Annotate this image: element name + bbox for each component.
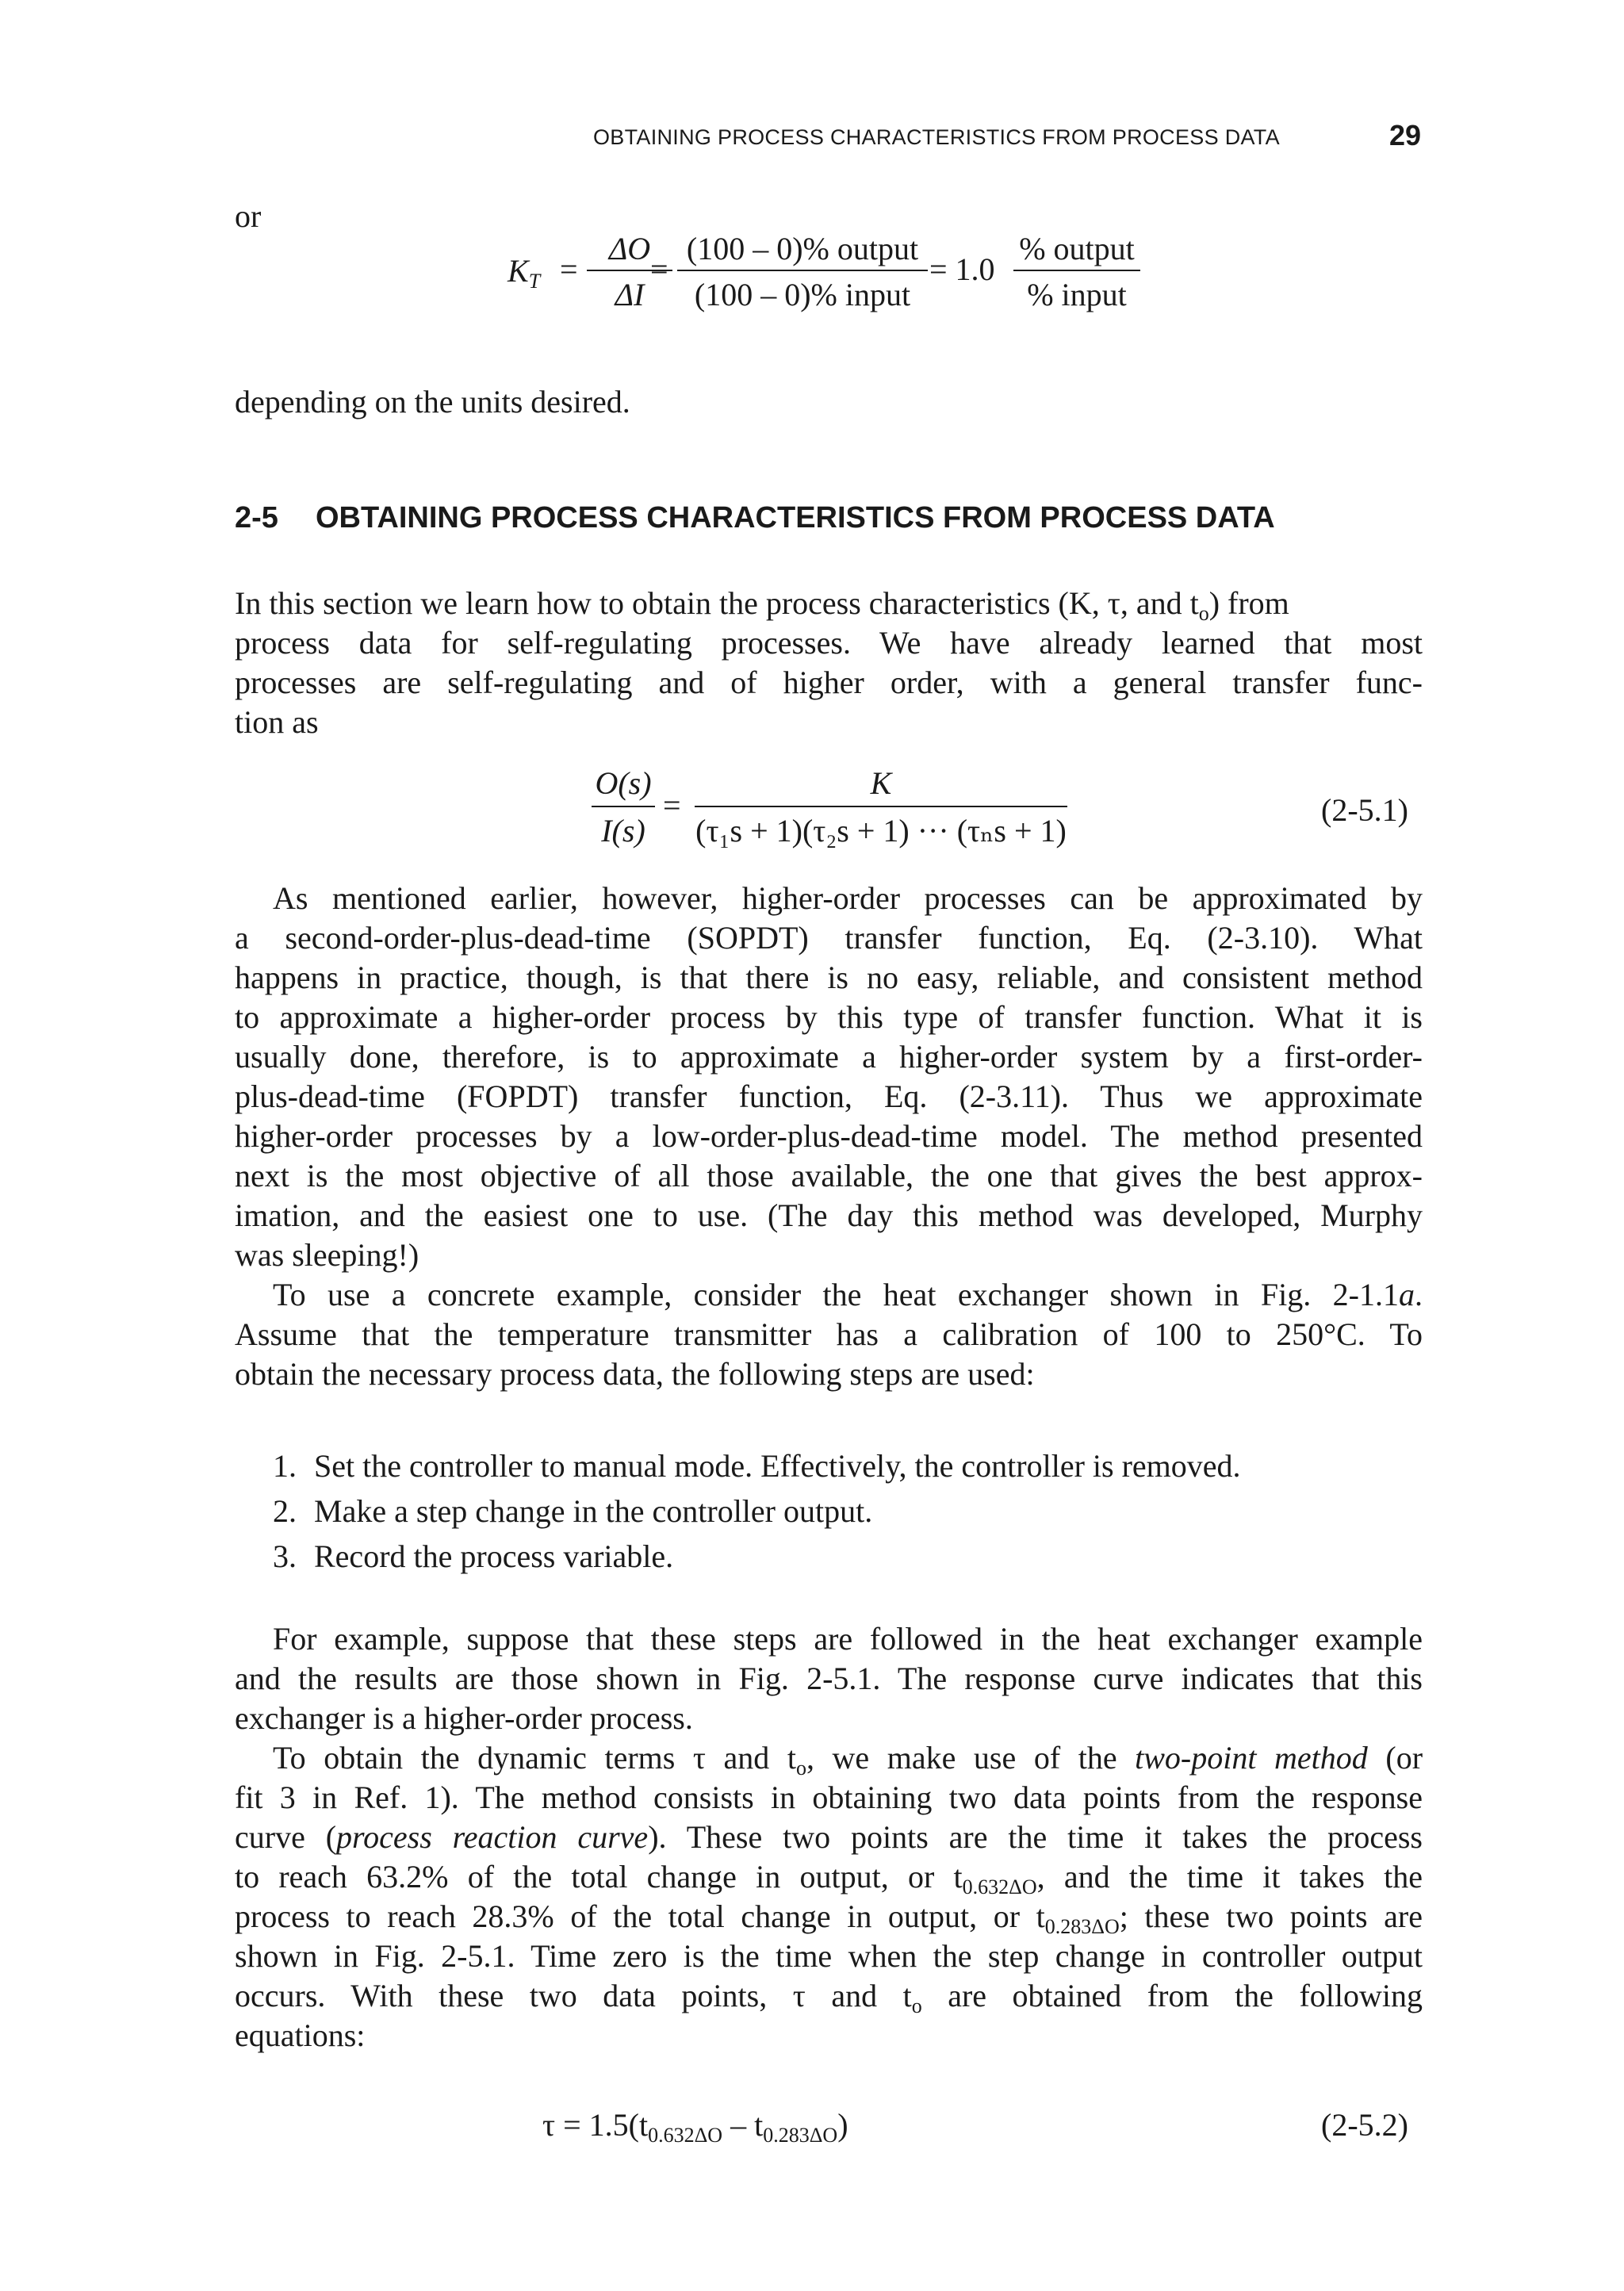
p1-line-1: As mentioned earlier, however, higher-order processes can be approximated by — [273, 880, 1423, 916]
step-number: 1. — [273, 1448, 297, 1484]
eq252-sub1: 0.632ΔO — [648, 2123, 723, 2147]
step-text: Set the controller to manual mode. Effectively, the controller is removed. — [314, 1448, 1241, 1484]
p4-line-6: shown in Fig. 2-5.1. Time zero is the time when the step change in controller output — [235, 1938, 1423, 1974]
p4-l1a: To obtain the dynamic terms τ and t — [273, 1740, 796, 1776]
section-title: OBTAINING PROCESS CHARACTERISTICS FROM PROCESS DATA — [316, 501, 1275, 534]
step-item-3 — [273, 1534, 1241, 1579]
p4-line-1 — [273, 1738, 1423, 1778]
p2-line-1 — [273, 1275, 1423, 1315]
p3-line-3: exchanger is a higher-order process. — [235, 1700, 693, 1736]
os: O(s) — [595, 765, 652, 801]
is: I(s) — [601, 813, 645, 849]
eq-sign-2: = — [650, 251, 668, 287]
p2-l1-italic: a — [1399, 1277, 1415, 1312]
intro-l1-sub: o — [1198, 601, 1209, 625]
p1-line-9: imation, and the easiest one to use. (The day this method was developed, Murphy — [235, 1197, 1423, 1233]
step-text: Record the process variable. — [314, 1538, 674, 1574]
page-number: 29 — [1389, 119, 1422, 151]
eq252-label: (2-5.2) — [1321, 2107, 1408, 2143]
delta-o: ΔO — [608, 231, 651, 266]
p4-l1-italic: two-point method — [1135, 1740, 1368, 1776]
section-heading — [235, 501, 1275, 535]
fraction-bar-3 — [1013, 270, 1140, 271]
eq252-body — [542, 2106, 848, 2147]
running-header: OBTAINING PROCESS CHARACTERISTICS FROM PROCESS DATA — [593, 125, 1280, 149]
eq251-numerator: K — [870, 765, 892, 801]
p4-l3a: curve ( — [235, 1819, 337, 1855]
eq252-lhs: τ = 1.5(t — [542, 2107, 649, 2143]
p2-line-2: Assume that the temperature transmitter has a calibration of 100 to 250°C. To — [235, 1316, 1423, 1352]
intro-line-2: process data for self-regulating processes. We have already learned that most — [235, 625, 1423, 661]
kt-symbol: K — [508, 253, 529, 289]
p1-line-10: was sleeping!) — [235, 1237, 419, 1273]
p3-line-2: and the results are those shown in Fig. 2-5.1. The response curve indicates that this — [235, 1661, 1423, 1696]
p1-line-7: higher-order processes by a low-order-plus-dead-time model. The method presented — [235, 1118, 1423, 1154]
intro-l1-end: ) from — [1208, 585, 1289, 621]
intro-line-1 — [235, 584, 1423, 623]
p1-line-8: next is the most objective of all those available, the one that gives the best approx- — [235, 1158, 1423, 1193]
p4-l5a: process to reach 28.3% of the total change in output, or t — [235, 1898, 1045, 1934]
p2-l1-text: To use a concrete example, consider the heat exchanger shown in Fig. 2-1.1 — [273, 1277, 1399, 1312]
p4-line-7 — [235, 1976, 1423, 2016]
p4-l1b: , we make use of the — [806, 1740, 1136, 1776]
eq252-rhs: ) — [837, 2107, 848, 2143]
intro-l1-text: In this section we learn how to obtain the process characteristics (K, τ, and t — [235, 585, 1199, 621]
p4-line-5 — [235, 1897, 1423, 1937]
p4-l1-sub: o — [795, 1756, 806, 1780]
eq251-label: (2-5.1) — [1321, 792, 1408, 828]
p4-l4-sub: 0.632ΔO — [962, 1875, 1037, 1898]
p4-l3b: ). These two points are the time it takes the process — [648, 1819, 1423, 1855]
p4-line-4 — [235, 1857, 1423, 1897]
p1-line-4: to approximate a higher-order process by this type of transfer function. What it is — [235, 999, 1423, 1035]
p3-line-1: For example, suppose that these steps are followed in the heat exchanger example — [273, 1621, 1423, 1657]
kt-subscript: T — [528, 269, 541, 293]
p1-line-5: usually done, therefore, is to approximate a higher-order system by a first-order- — [235, 1039, 1423, 1075]
p2-line-3: obtain the necessary process data, the following steps are used: — [235, 1356, 1035, 1392]
p1-line-6: plus-dead-time (FOPDT) transfer function, Eq. (2-3.11). Thus we approximate — [235, 1078, 1423, 1114]
step-number: 3. — [273, 1538, 297, 1574]
step-item-1 — [273, 1443, 1241, 1488]
p4-l4a: to reach 63.2% of the total change in output, or t — [235, 1859, 963, 1894]
steps-list — [273, 1443, 1241, 1579]
eq252-mid: – t — [722, 2107, 764, 2143]
step-text: Make a step change in the controller output. — [314, 1493, 873, 1529]
step-number: 2. — [273, 1493, 297, 1529]
p4-l1c: (or — [1367, 1740, 1423, 1776]
step-item-2 — [273, 1488, 1241, 1534]
eq251-denominator: (τ₁s + 1)(τ₂s + 1) ··· (τₙs + 1) — [695, 813, 1067, 849]
eq252-sub2: 0.283ΔO — [763, 2123, 838, 2147]
eq251-equals: = — [663, 787, 681, 823]
delta-i: ΔI — [615, 277, 645, 312]
eq251-bar-left — [592, 806, 655, 807]
p4-l7b: are obtained from the following — [921, 1978, 1423, 2013]
p4-l5-sub: 0.283ΔO — [1044, 1914, 1120, 1938]
p4-line-8: equations: — [235, 2017, 366, 2053]
fraction-bar-2 — [677, 270, 928, 271]
eq-sign: = — [560, 251, 578, 287]
p2-l1-end: . — [1415, 1277, 1423, 1312]
ratio-numerator: (100 – 0)% output — [686, 231, 919, 266]
p4-l5b: ; these two points are — [1119, 1898, 1423, 1934]
kt-lhs — [508, 252, 541, 293]
eq251-bar-right — [695, 806, 1067, 807]
units-denominator: % input — [1027, 277, 1127, 312]
p4-l7a: occurs. With these two data points, τ and t — [235, 1978, 912, 2013]
units-numerator: % output — [1019, 231, 1135, 266]
section-number: 2-5 — [235, 501, 278, 534]
p4-l3-italic: process reaction curve — [336, 1819, 649, 1855]
units-sentence: depending on the units desired. — [235, 384, 630, 420]
eq-value: = 1.0 — [929, 251, 995, 287]
or-text: or — [235, 198, 262, 234]
p1-line-3: happens in practice, though, is that there is no easy, reliable, and consistent method — [235, 960, 1423, 995]
p4-l4b: , and the time it takes the — [1036, 1859, 1423, 1894]
intro-line-4: tion as — [235, 704, 319, 740]
ratio-denominator: (100 – 0)% input — [694, 277, 911, 312]
p4-l7-sub: o — [911, 1994, 922, 2017]
intro-line-3: processes are self-regulating and of higher order, with a general transfer func- — [235, 665, 1423, 700]
p1-line-2: a second-order-plus-dead-time (SOPDT) transfer function, Eq. (2-3.10). What — [235, 920, 1423, 956]
p4-line-3 — [235, 1818, 1423, 1857]
p4-line-2: fit 3 in Ref. 1). The method consists in obtaining two data points from the response — [235, 1780, 1423, 1815]
